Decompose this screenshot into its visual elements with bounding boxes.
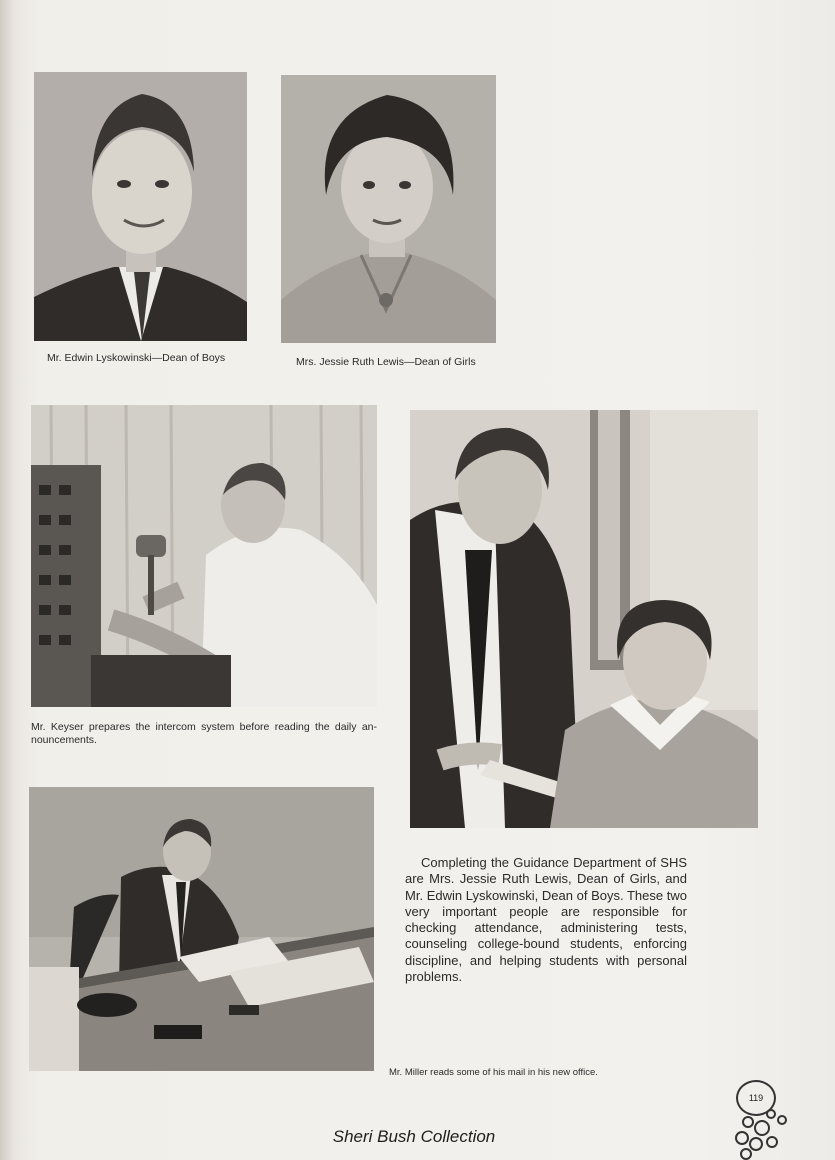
miller-office-photo bbox=[29, 787, 374, 1071]
page-number: 119 bbox=[736, 1080, 776, 1116]
lewis-caption: Mrs. Jessie Ruth Lewis—Dean of Girls bbox=[296, 356, 476, 368]
keyser-caption: Mr. Keyser prepares the intercom system before reading the daily an-nouncements. bbox=[31, 721, 377, 746]
deans-together-photo bbox=[410, 410, 758, 828]
lewis-portrait-photo bbox=[281, 75, 496, 343]
lyskowinski-caption: Mr. Edwin Lyskowinski—Dean of Boys bbox=[47, 352, 226, 364]
guidance-department-article: Completing the Guidance Department of SHS are Mrs. Jessie Ruth Lewis, Dean of Girls, and Mr. Edwin Lyskowinski, Dean of Boys. These two very important people are responsible for checking attendance, administering tests, counseling college-bound students, enforcing discipline, and helping students with personal problems. bbox=[405, 855, 687, 985]
keyser-intercom-photo bbox=[31, 405, 377, 707]
miller-caption: Mr. Miller reads some of his mail in his new office. bbox=[389, 1067, 598, 1078]
lyskowinski-portrait-photo bbox=[34, 72, 247, 341]
collection-watermark: Sheri Bush Collection bbox=[332, 1127, 496, 1146]
